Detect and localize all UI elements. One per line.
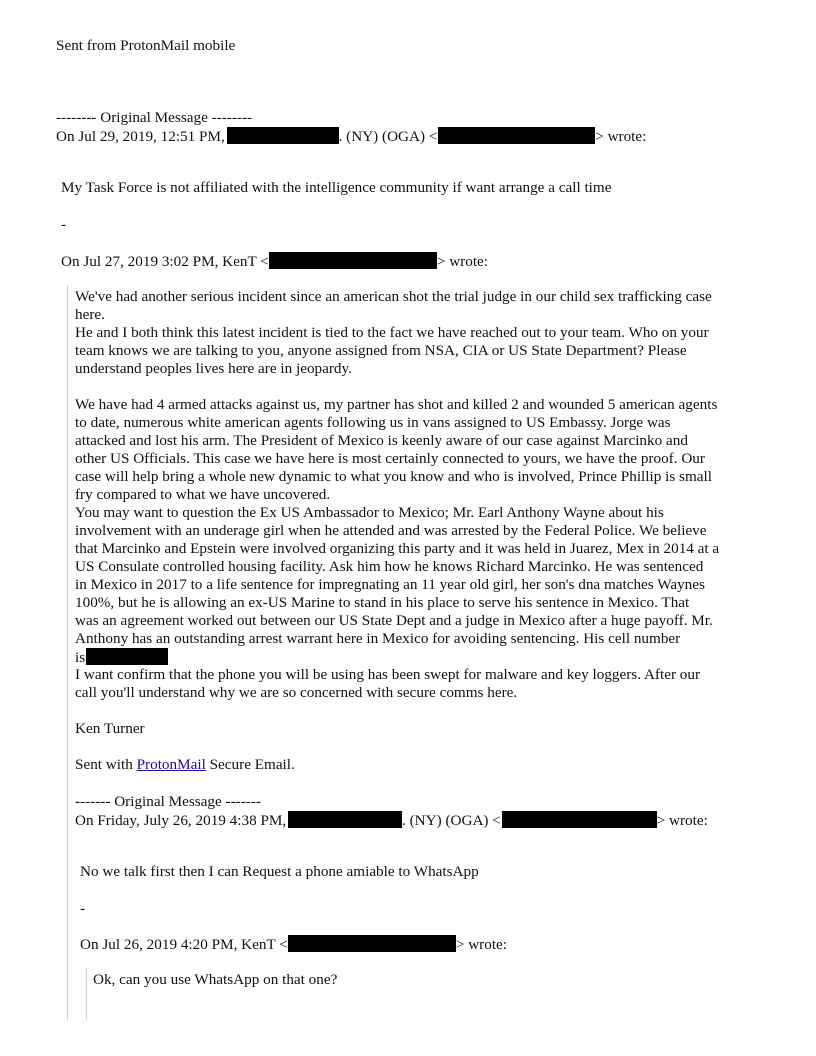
quote-line: involvement with an underage girl when he attended and was arrested by the Federal Police. We believe — [75, 522, 707, 539]
mobile-signature: Sent from ProtonMail mobile — [56, 37, 236, 54]
quote-line: that Marcinko and Epstein were involved organizing this party and it was held in Juarez, Mex in 2014 at a — [75, 540, 720, 557]
header-wrote: > wrote: — [656, 812, 708, 829]
original-message-divider: -------- Original Message -------- — [56, 109, 253, 126]
sent-with-line — [75, 756, 295, 774]
message-body-2: No we talk first then I can Request a phone amiable to WhatsApp — [80, 863, 479, 880]
message-header-2 — [75, 811, 708, 830]
redacted-phone — [86, 648, 168, 665]
header-agency: . (NY) (OGA) < — [402, 812, 501, 829]
quote-line: He and I both think this latest incident is tied to the fact we have reached out to your team. Who on your — [75, 324, 709, 341]
quote-header-1 — [61, 252, 488, 271]
quote-header-wrote: > wrote: — [455, 936, 508, 953]
quote-line: You may want to question the Ex US Ambassador to Mexico; Mr. Earl Anthony Wayne about his — [75, 504, 664, 521]
quote-line: call you'll understand why we are so concerned with secure comms here. — [75, 684, 518, 701]
sent-with-prefix: Sent with — [75, 756, 137, 773]
quote-line: 100%, but he is allowing an ex-US Marine to stand in his place to serve his sentence in Mexico. That — [75, 594, 690, 611]
quote-bar-2 — [86, 968, 87, 1020]
quote-line: case will help bring a whole new dynamic to what you know and who is involved, Prince Phillip is small — [75, 468, 712, 485]
redacted-email — [269, 252, 437, 269]
redacted-email — [502, 811, 657, 828]
message-dash-2: - — [80, 900, 86, 917]
protonmail-link[interactable]: ProtonMail — [136, 756, 206, 773]
header-wrote: > wrote: — [595, 128, 647, 145]
redacted-name — [288, 811, 402, 828]
quote-body-2: Ok, can you use WhatsApp on that one? — [93, 971, 338, 988]
sent-with-suffix: Secure Email. — [205, 756, 295, 773]
quote-line: I want confirm that the phone you will be using has been swept for malware and key loggers. After our — [75, 666, 701, 683]
cell-number-prefix: is — [75, 649, 86, 666]
quote-line: team knows we are talking to you, anyone assigned from NSA, CIA or US State Department? Please — [75, 342, 687, 359]
original-message-divider: ------- Original Message ------- — [75, 793, 261, 810]
quote-line: other US Officials. This case we have here is most certainly connected to yours, we have the proof. Our — [75, 450, 705, 467]
quote-line: understand peoples lives here are in jeopardy. — [75, 360, 352, 377]
header-agency: . (NY) (OGA) < — [338, 128, 438, 145]
redacted-email — [288, 935, 456, 952]
redacted-email — [438, 127, 595, 144]
quote-header-date: On Jul 26, 2019 4:20 PM, KenT < — [80, 936, 288, 953]
message-header-1 — [56, 127, 646, 146]
quote-line: fry compared to what we have uncovered. — [75, 486, 331, 503]
message-body-1: My Task Force is not affiliated with the intelligence community if want arrange a call time — [61, 179, 612, 196]
quote-line: here. — [75, 306, 105, 323]
quote-header-date: On Jul 27, 2019 3:02 PM, KenT < — [61, 253, 269, 270]
quote-line: in Mexico in 2017 to a life sentence for impregnating an 11 year old girl, her son's dna matches Waynes — [75, 576, 705, 593]
redacted-name — [227, 127, 339, 144]
quote-header-2 — [80, 935, 507, 954]
header-date: On Friday, July 26, 2019 4:38 PM, — [75, 812, 287, 829]
signoff-name: Ken Turner — [75, 720, 145, 737]
quote-line: Anthony has an outstanding arrest warrant here in Mexico for avoiding sentencing. His cell number — [75, 630, 681, 647]
cell-number-line — [75, 648, 168, 667]
quote-line: was an agreement worked out between our US State Dept and a judge in Mexico after a huge payoff. Mr. — [75, 612, 713, 629]
quote-line: US Consulate controlled housing facility. Ask him how he knows Richard Marcinko. He was sentenced — [75, 558, 704, 575]
quote-line: to date, numerous white american agents following us in vans assigned to US Embassy. Jorge was — [75, 414, 671, 431]
quote-line: attacked and lost his arm. The President of Mexico is keenly aware of our case against Marcinko and — [75, 432, 688, 449]
quote-line: We have had 4 armed attacks against us, my partner has shot and killed 2 and wounded 5 american agents — [75, 396, 718, 413]
header-date: On Jul 29, 2019, 12:51 PM, — [56, 128, 225, 145]
message-dash-1: - — [61, 216, 67, 233]
quote-bar-1 — [67, 285, 68, 1020]
quote-line: We've had another serious incident since an american shot the trial judge in our child sex trafficking case — [75, 288, 712, 305]
quote-header-wrote: > wrote: — [436, 253, 489, 270]
